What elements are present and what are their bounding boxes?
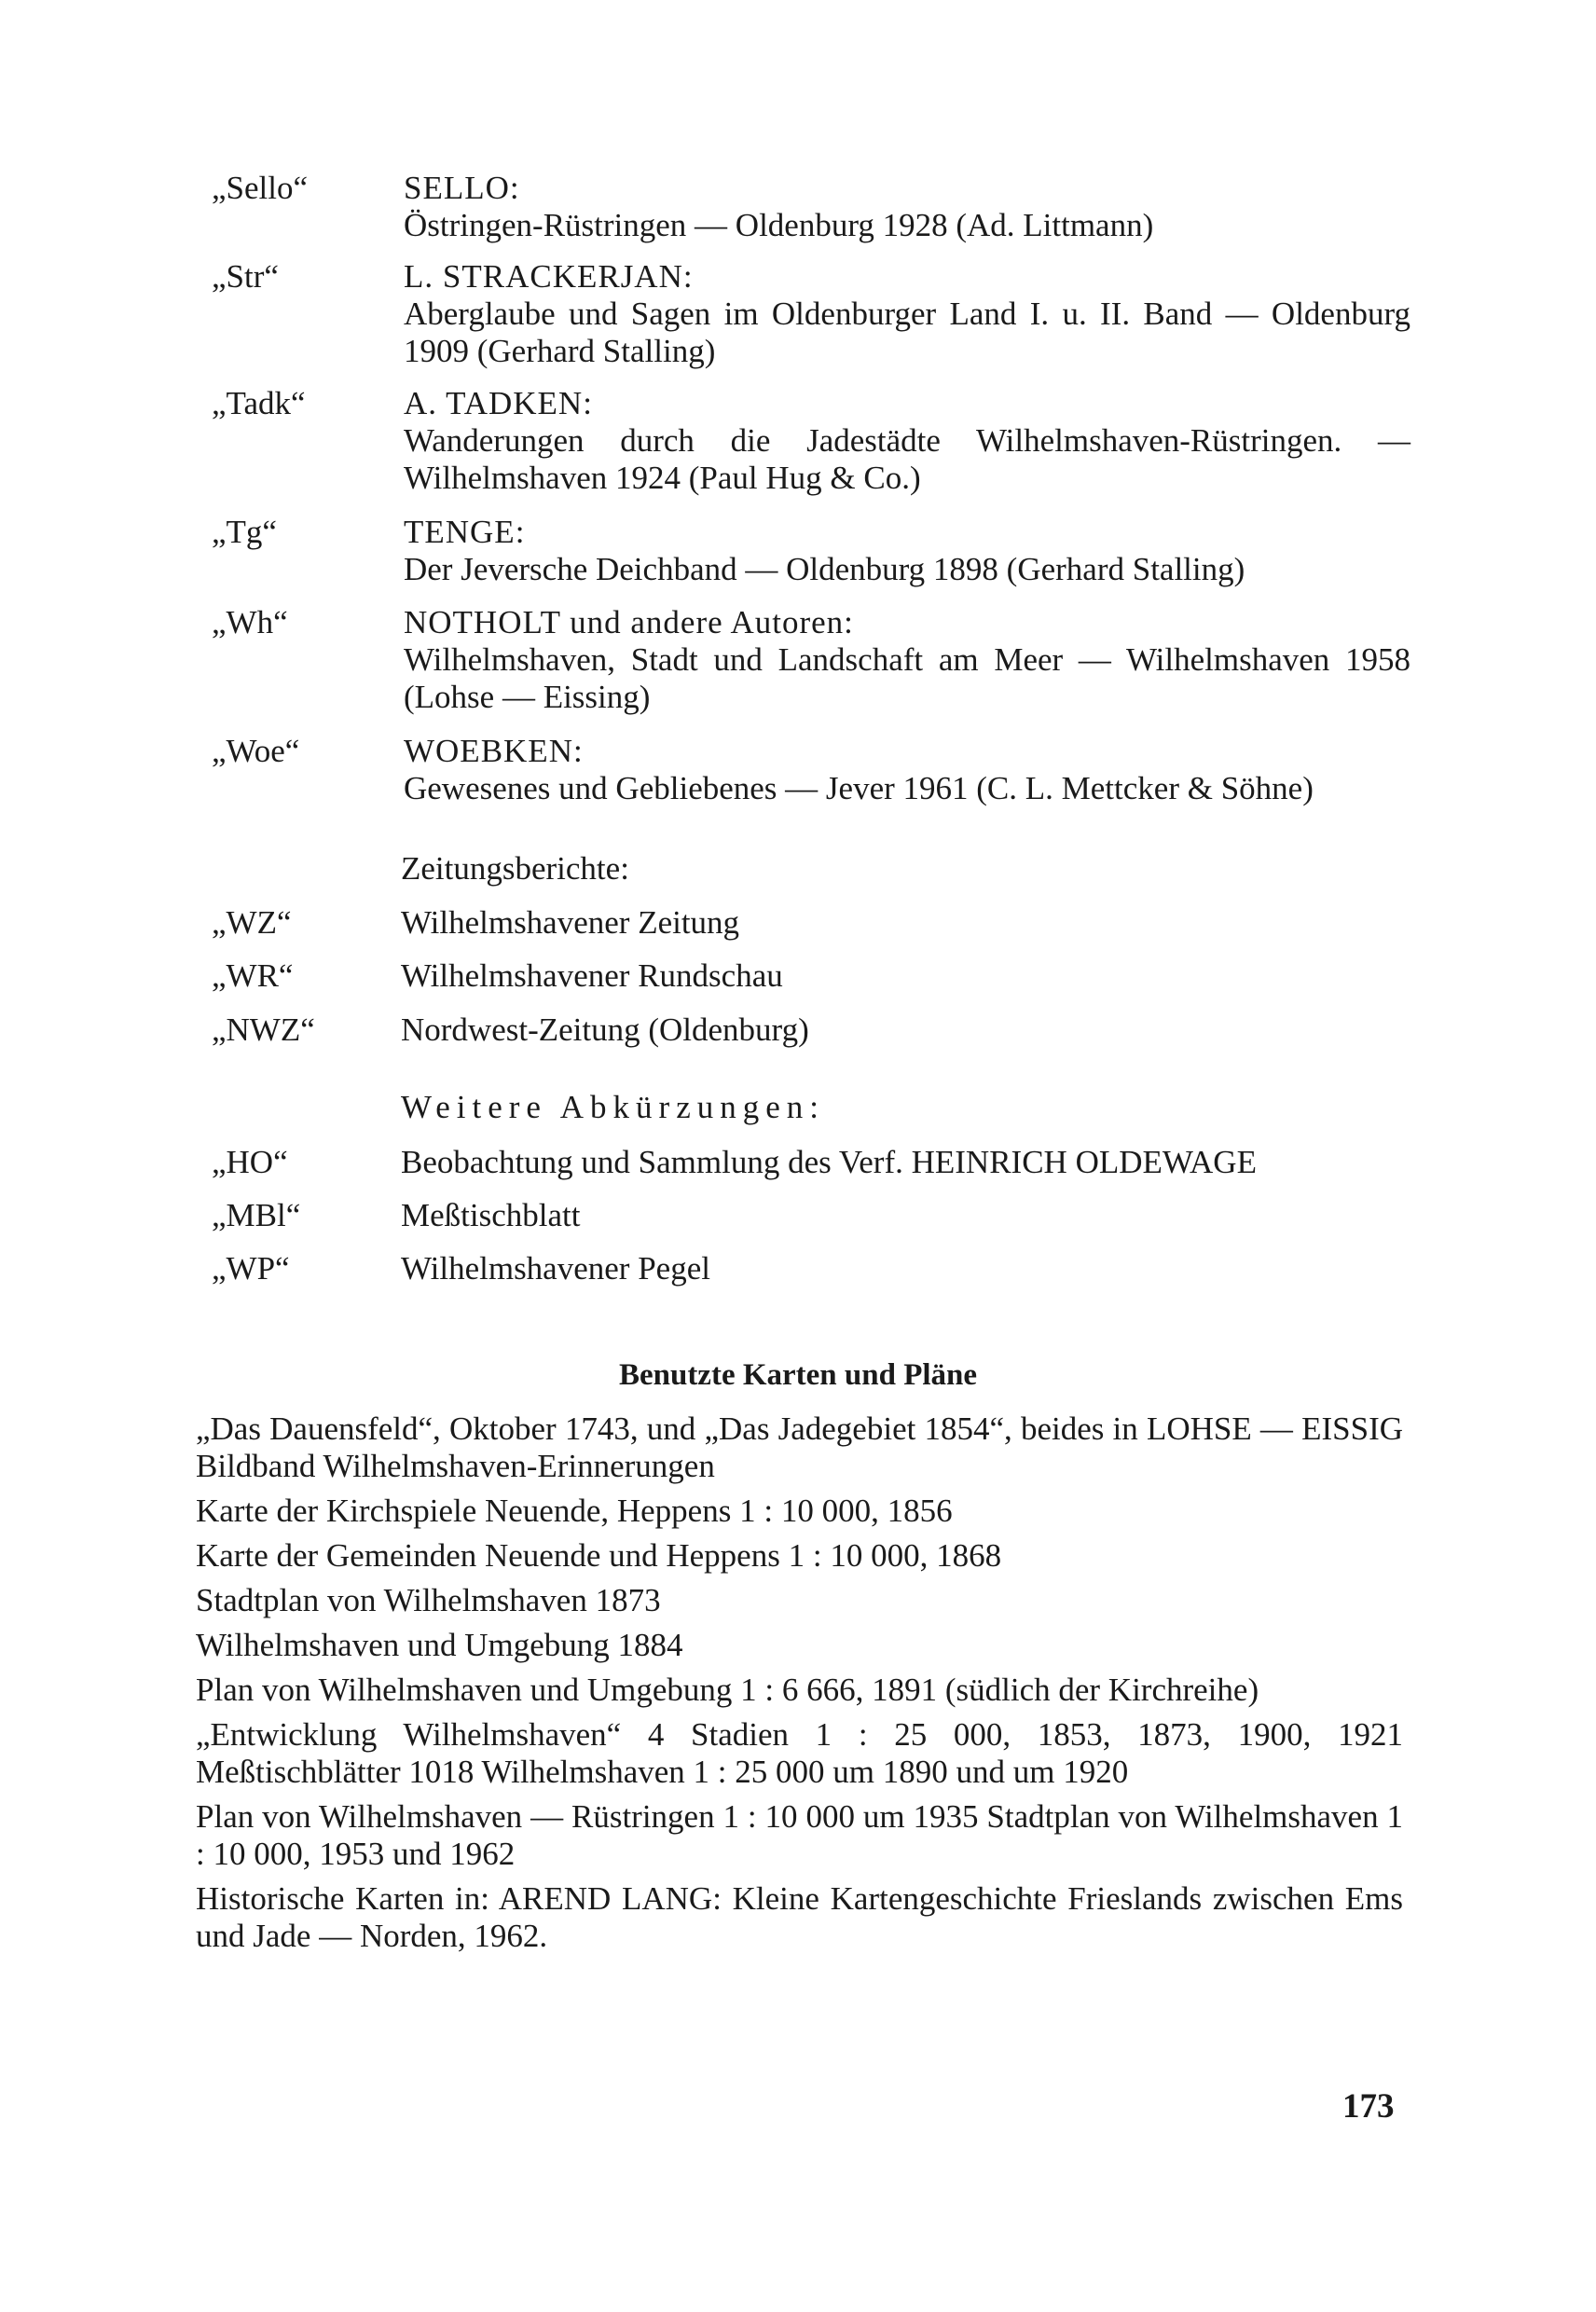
abbreviation-text-wp: Wilhelmshavener Pegel [401,1250,710,1287]
source-title: Wilhelmshaven, Stadt und Landschaft am Meer — Wilhelmshaven 1958 (Lohse — Eissing) [404,641,1410,715]
abbreviation-text-mbl: Meßtischblatt [401,1197,581,1233]
newspaper-name-wz: Wilhelmshavener Zeitung [401,904,740,941]
newspaper-name-wr: Wilhelmshavener Rundschau [401,957,783,994]
source-abbr-tadk: „Tadk“ [212,385,306,421]
source-title: Gewesenes und Gebliebenes — Jever 1961 (C. L. Mettcker & Söhne) [404,770,1314,806]
newspaper-abbr-wr: „WR“ [212,957,294,994]
newspapers-heading: Zeitungsberichte: [401,850,629,887]
map-item: Plan von Wilhelmshaven — Rüstringen 1 : 10 000 um 1935 Stadtplan von Wilhelmshaven 1 : 10 000, 1953 und 1962 [196,1798,1403,1872]
source-entry-tg [404,514,1410,588]
newspaper-abbr-wz: „WZ“ [212,904,292,941]
map-item: Wilhelmshaven und Umgebung 1884 [196,1627,683,1663]
maps-section-title: Benutzte Karten und Pläne [618,1358,978,1392]
source-abbr-wh: „Wh“ [212,604,288,640]
source-entry-wh [404,604,1410,716]
abbreviation-abbr-ho: „HO“ [212,1144,288,1180]
map-item: Karte der Kirchspiele Neuende, Heppens 1 : 10 000, 1856 [196,1493,953,1529]
source-title: Wanderungen durch die Jadestädte Wilhelmshaven-Rüstringen. — Wilhelmshaven 1924 (Paul Hug & Co.) [404,422,1410,496]
map-item: „Das Dauensfeld“, Oktober 1743, und „Das Jadegebiet 1854“, beides in LOHSE — EISSIG Bildband Wilhelmshaven-Erinnerungen [196,1411,1403,1484]
abbreviation-abbr-mbl: „MBl“ [212,1197,301,1233]
abbreviations-heading: Weitere Abkürzungen: [401,1089,825,1125]
source-abbr-sello: „Sello“ [212,170,309,206]
source-entry-woe [404,733,1410,807]
map-item: Historische Karten in: AREND LANG: Kleine Kartengeschichte Frieslands zwischen Ems und Jade — Norden, 1962. [196,1880,1403,1954]
source-entry-tadk [404,385,1410,497]
source-abbr-woe: „Woe“ [212,733,300,769]
source-author: SELLO: [404,170,520,206]
maps-list [196,1411,1403,1962]
newspaper-abbr-nwz: „NWZ“ [212,1012,315,1048]
source-author: WOEBKEN: [404,733,584,769]
source-author: TENGE: [404,514,526,550]
abbreviation-text-ho: Beobachtung und Sammlung des Verf. HEINRICH OLDEWAGE [401,1144,1257,1180]
source-author: L. STRACKERJAN: [404,258,694,295]
map-item: Karte der Gemeinden Neuende und Heppens 1 : 10 000, 1868 [196,1537,1002,1574]
source-title: Aberglaube und Sagen im Oldenburger Land I. u. II. Band — Oldenburg 1909 (Gerhard Stalling) [404,296,1410,369]
source-title: Östringen-Rüstringen — Oldenburg 1928 (Ad. Littmann) [404,207,1154,243]
map-item: Plan von Wilhelmshaven und Umgebung 1 : 6 666, 1891 (südlich der Kirchreihe) [196,1672,1259,1708]
newspaper-name-nwz: Nordwest-Zeitung (Oldenburg) [401,1012,809,1048]
source-title: Der Jeversche Deichband — Oldenburg 1898 (Gerhard Stalling) [404,551,1245,587]
map-item: „Entwicklung Wilhelmshaven“ 4 Stadien 1 : 25 000, 1853, 1873, 1900, 1921 Meßtischblätter 1018 Wilhelmshaven 1 : 25 000 um 1890 und um 1920 [196,1716,1403,1790]
source-entry-str [404,258,1410,370]
source-entry-sello [404,170,1410,244]
source-author: A. TADKEN: [404,385,593,421]
map-item: Stadtplan von Wilhelmshaven 1873 [196,1582,661,1618]
abbreviation-abbr-wp: „WP“ [212,1250,290,1287]
source-abbr-str: „Str“ [212,258,279,295]
source-abbr-tg: „Tg“ [212,514,277,550]
source-author: NOTHOLT und andere Autoren: [404,604,854,640]
page-number: 173 [1342,2087,1395,2126]
